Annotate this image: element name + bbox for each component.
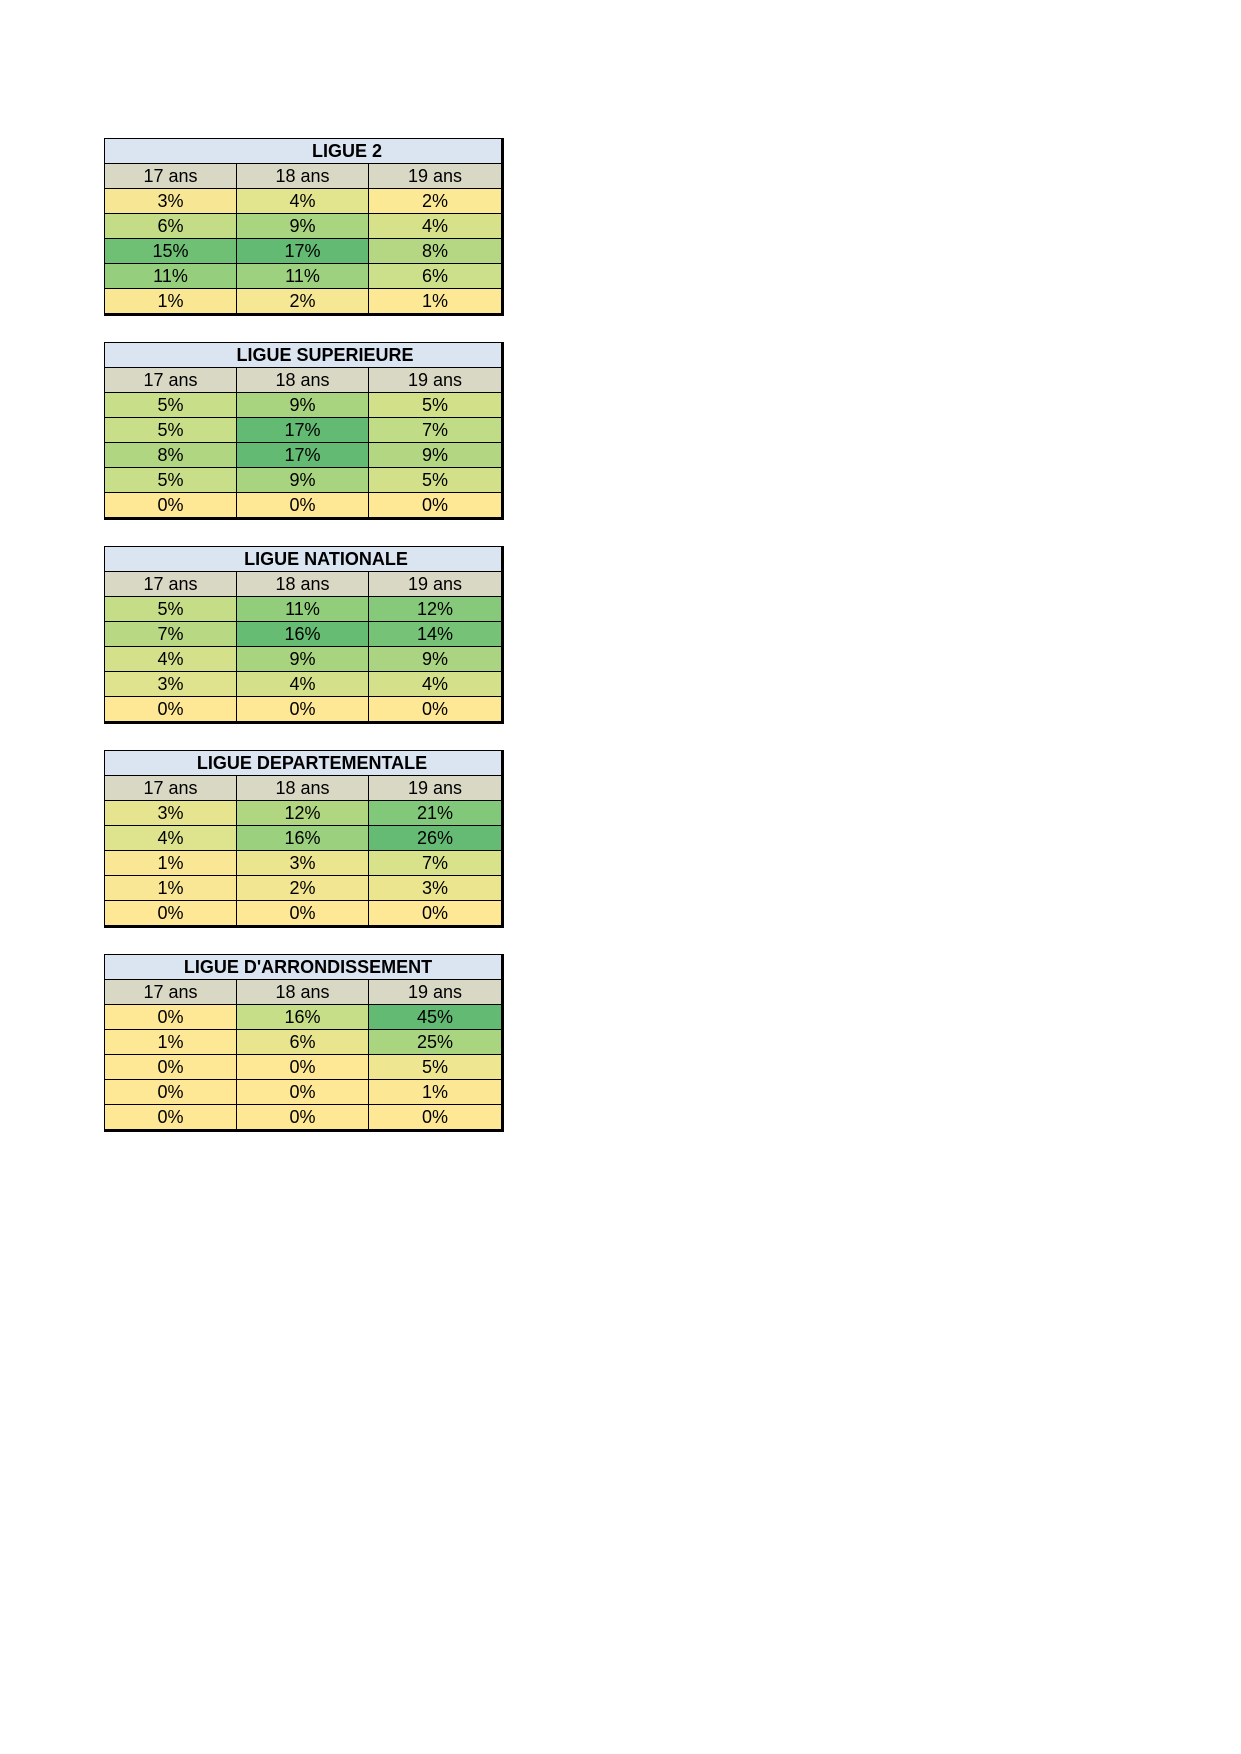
table-row: [105, 801, 503, 826]
table-cell: 4%: [105, 647, 237, 672]
table-title-row: [105, 343, 503, 368]
league-table-block: [104, 138, 502, 316]
table-cell: 17%: [237, 239, 369, 264]
table-row: [105, 1030, 503, 1055]
table-cell: 0%: [105, 1055, 237, 1080]
table-cell: 16%: [237, 826, 369, 851]
table-row: [105, 214, 503, 239]
column-header: 17 ans: [105, 980, 237, 1005]
table-cell: 5%: [369, 468, 503, 493]
table-row: [105, 901, 503, 927]
league-table-block: [104, 546, 502, 724]
column-header: 19 ans: [369, 776, 503, 801]
table-cell: 3%: [105, 672, 237, 697]
column-header: 17 ans: [105, 776, 237, 801]
table-title-cell: [105, 139, 503, 164]
table-cell: 3%: [105, 801, 237, 826]
table-cell: 3%: [237, 851, 369, 876]
table-cell: 1%: [369, 289, 503, 315]
column-header: 19 ans: [369, 164, 503, 189]
table-row: [105, 264, 503, 289]
table-row: [105, 493, 503, 519]
table-title-row: [105, 139, 503, 164]
table-cell: 0%: [237, 901, 369, 927]
table-cell: 5%: [105, 597, 237, 622]
table-row: [105, 418, 503, 443]
table-cell: 2%: [369, 189, 503, 214]
spreadsheet-page: [104, 138, 502, 1158]
league-table-block: [104, 342, 502, 520]
table-cell: 1%: [105, 1030, 237, 1055]
table-row: [105, 1080, 503, 1105]
table-row: [105, 851, 503, 876]
table-title-row: [105, 751, 503, 776]
table-cell: 4%: [369, 214, 503, 239]
table-row: [105, 1105, 503, 1131]
table-cell: 4%: [237, 672, 369, 697]
table-row: [105, 468, 503, 493]
column-header-row: [105, 572, 503, 597]
table-cell: 4%: [237, 189, 369, 214]
table-cell: 21%: [369, 801, 503, 826]
table-cell: 0%: [105, 1080, 237, 1105]
table-cell: 0%: [105, 697, 237, 723]
column-header-row: [105, 368, 503, 393]
table-cell: 3%: [369, 876, 503, 901]
league-table: [104, 546, 504, 724]
table-cell: 2%: [237, 876, 369, 901]
column-header: 17 ans: [105, 572, 237, 597]
table-cell: 0%: [105, 493, 237, 519]
table-row: [105, 597, 503, 622]
league-table-block: [104, 750, 502, 928]
table-title-cell: [105, 751, 503, 776]
table-row: [105, 647, 503, 672]
table-cell: 9%: [237, 647, 369, 672]
table-cell: 0%: [369, 697, 503, 723]
column-header-row: [105, 776, 503, 801]
table-cell: 11%: [237, 597, 369, 622]
column-header: 19 ans: [369, 572, 503, 597]
table-cell: 9%: [237, 468, 369, 493]
table-cell: 0%: [237, 697, 369, 723]
table-row: [105, 1005, 503, 1030]
table-cell: 6%: [369, 264, 503, 289]
table-row: [105, 697, 503, 723]
table-title-row: [105, 955, 503, 980]
column-header: 19 ans: [369, 980, 503, 1005]
table-cell: 1%: [105, 876, 237, 901]
table-row: [105, 443, 503, 468]
table-cell: 15%: [105, 239, 237, 264]
table-cell: 11%: [237, 264, 369, 289]
column-header: 19 ans: [369, 368, 503, 393]
table-title: LIGUE 2: [312, 141, 383, 161]
table-title-cell: [105, 955, 503, 980]
table-cell: 0%: [237, 1080, 369, 1105]
table-title-row: [105, 547, 503, 572]
table-title-cell: [105, 343, 503, 368]
table-cell: 0%: [369, 901, 503, 927]
table-cell: 2%: [237, 289, 369, 315]
column-header: 18 ans: [237, 980, 369, 1005]
table-title-cell: [105, 547, 503, 572]
table-cell: 4%: [105, 826, 237, 851]
table-cell: 0%: [237, 493, 369, 519]
table-cell: 7%: [369, 851, 503, 876]
league-table: [104, 954, 504, 1132]
table-cell: 1%: [369, 1080, 503, 1105]
table-cell: 8%: [369, 239, 503, 264]
table-row: [105, 239, 503, 264]
table-cell: 17%: [237, 443, 369, 468]
table-cell: 25%: [369, 1030, 503, 1055]
column-header-row: [105, 980, 503, 1005]
table-cell: 5%: [105, 468, 237, 493]
table-cell: 8%: [105, 443, 237, 468]
table-cell: 0%: [105, 901, 237, 927]
table-cell: 9%: [237, 214, 369, 239]
column-header: 18 ans: [237, 572, 369, 597]
table-cell: 6%: [105, 214, 237, 239]
table-row: [105, 1055, 503, 1080]
table-cell: 6%: [237, 1030, 369, 1055]
table-cell: 0%: [369, 1105, 503, 1131]
column-header: 17 ans: [105, 164, 237, 189]
table-cell: 0%: [237, 1055, 369, 1080]
table-cell: 5%: [369, 393, 503, 418]
table-row: [105, 189, 503, 214]
table-cell: 12%: [237, 801, 369, 826]
table-cell: 0%: [105, 1105, 237, 1131]
table-cell: 5%: [105, 393, 237, 418]
table-cell: 9%: [369, 443, 503, 468]
column-header: 18 ans: [237, 164, 369, 189]
league-table: [104, 750, 504, 928]
table-title: LIGUE DEPARTEMENTALE: [196, 753, 428, 773]
table-title: LIGUE NATIONALE: [244, 549, 408, 569]
table-row: [105, 393, 503, 418]
table-cell: 16%: [237, 1005, 369, 1030]
table-cell: 1%: [105, 851, 237, 876]
table-title: LIGUE D'ARRONDISSEMENT: [183, 957, 433, 977]
table-title: LIGUE SUPERIEURE: [236, 345, 414, 365]
table-row: [105, 289, 503, 315]
column-header-row: [105, 164, 503, 189]
table-cell: 7%: [369, 418, 503, 443]
table-cell: 17%: [237, 418, 369, 443]
table-cell: 0%: [237, 1105, 369, 1131]
table-row: [105, 826, 503, 851]
column-header: 18 ans: [237, 776, 369, 801]
table-cell: 0%: [105, 1005, 237, 1030]
table-cell: 7%: [105, 622, 237, 647]
table-row: [105, 622, 503, 647]
table-cell: 5%: [369, 1055, 503, 1080]
table-cell: 4%: [369, 672, 503, 697]
table-cell: 11%: [105, 264, 237, 289]
table-cell: 1%: [105, 289, 237, 315]
column-header: 18 ans: [237, 368, 369, 393]
column-header: 17 ans: [105, 368, 237, 393]
table-cell: 0%: [369, 493, 503, 519]
table-cell: 9%: [237, 393, 369, 418]
table-cell: 12%: [369, 597, 503, 622]
table-cell: 5%: [105, 418, 237, 443]
league-table: [104, 342, 504, 520]
table-cell: 45%: [369, 1005, 503, 1030]
table-row: [105, 876, 503, 901]
table-row: [105, 672, 503, 697]
table-cell: 9%: [369, 647, 503, 672]
league-table-block: [104, 954, 502, 1132]
table-cell: 26%: [369, 826, 503, 851]
table-cell: 16%: [237, 622, 369, 647]
table-cell: 3%: [105, 189, 237, 214]
table-cell: 14%: [369, 622, 503, 647]
league-table: [104, 138, 504, 316]
